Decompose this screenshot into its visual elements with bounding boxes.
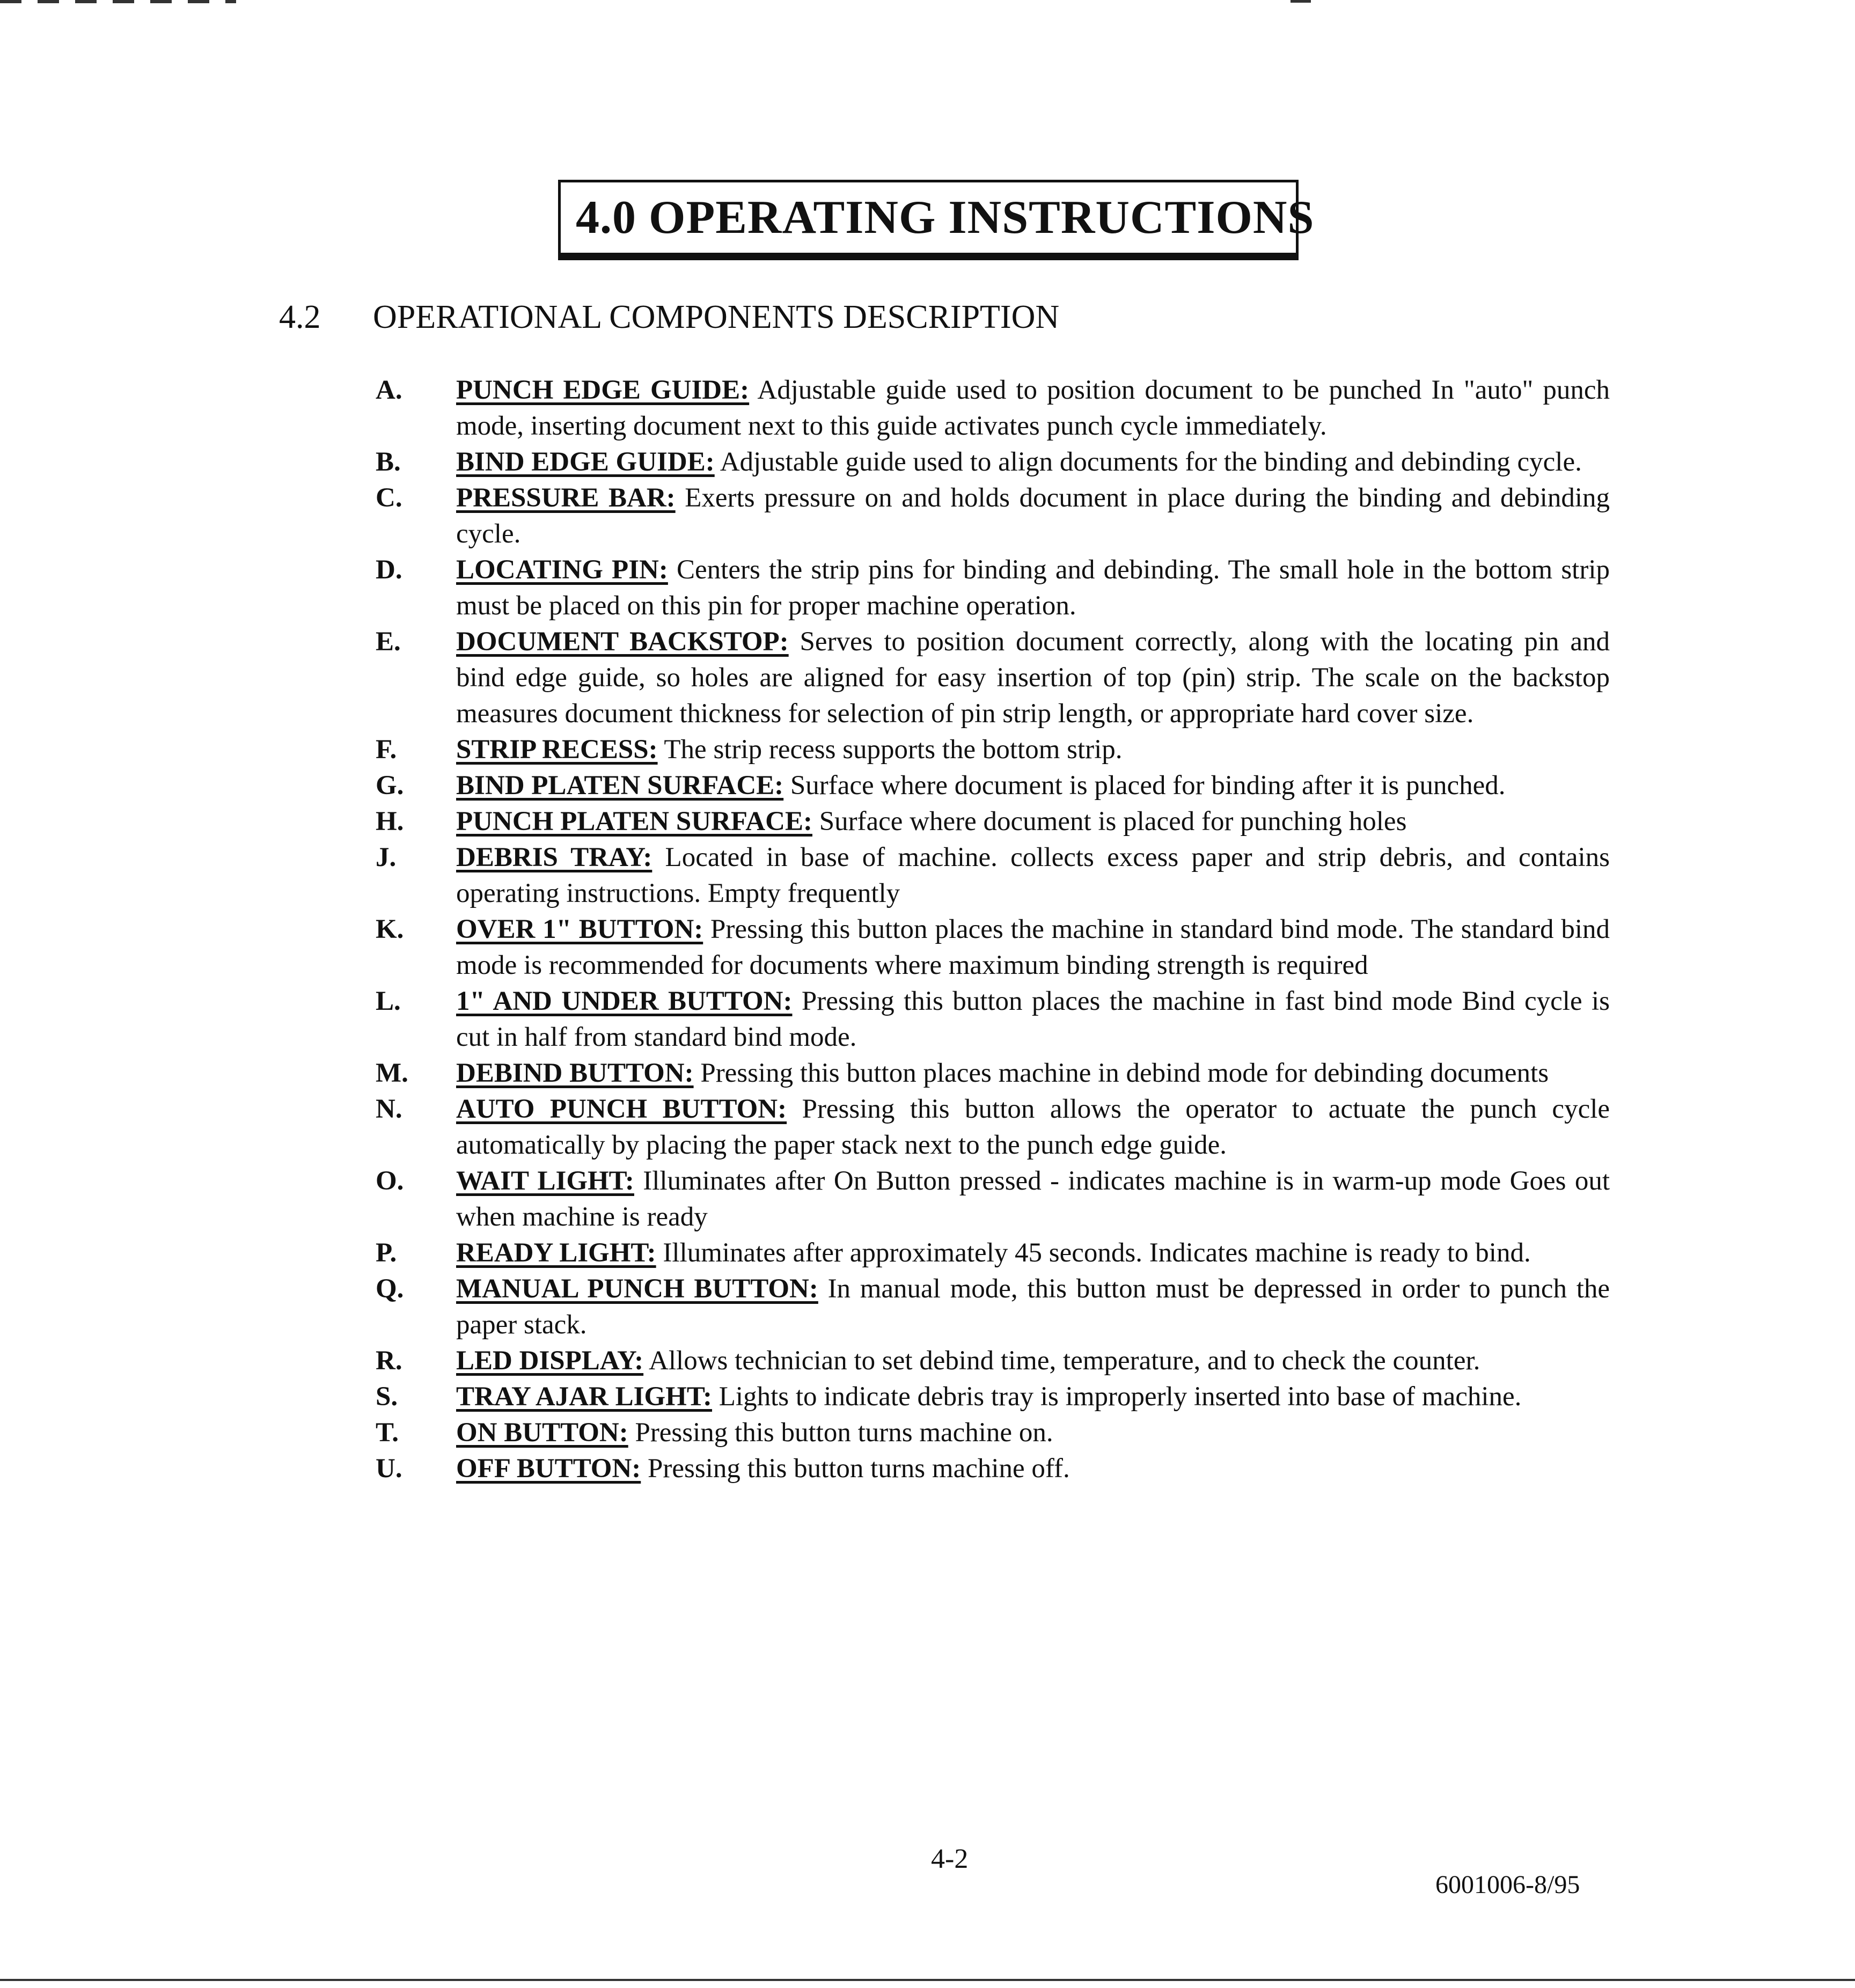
component-list [376, 372, 1610, 1487]
item-term: DEBIND BUTTON: [456, 1058, 694, 1088]
item-term: OVER 1" BUTTON: [456, 914, 703, 944]
item-letter: K. [376, 914, 404, 944]
item-term: READY LIGHT: [456, 1238, 656, 1268]
component-item [376, 1343, 1610, 1379]
page-number: 4-2 [931, 1844, 969, 1874]
component-item [376, 1055, 1610, 1091]
item-term: LED DISPLAY: [456, 1346, 644, 1376]
item-body [456, 804, 1610, 840]
component-item [376, 480, 1610, 552]
document-code: 6001006-8/95 [1435, 1870, 1580, 1899]
item-term: WAIT LIGHT: [456, 1166, 634, 1196]
item-description: Centers the strip pins for binding and debinding. The small hole in the bottom strip must be placed on this pin for proper machine operation. [456, 555, 1610, 621]
item-term: STRIP RECESS: [456, 735, 658, 765]
item-body [456, 444, 1610, 480]
item-description: Surface where document is placed for binding after it is punched. [790, 771, 1506, 801]
item-description: In manual mode, this button must be depressed in order to punch the paper stack. [456, 1274, 1610, 1340]
item-body [456, 1055, 1610, 1091]
item-body [456, 840, 1610, 912]
item-letter: P. [376, 1238, 397, 1268]
section-title: OPERATIONAL COMPONENTS DESCRIPTION [373, 299, 1060, 335]
component-item [376, 840, 1610, 912]
item-body [456, 912, 1610, 984]
item-letter: D. [376, 555, 402, 585]
component-item [376, 768, 1610, 804]
item-description: Adjustable guide used to align documents for the binding and debinding cycle. [720, 447, 1582, 477]
item-body [456, 1163, 1610, 1235]
item-letter: N. [376, 1094, 402, 1124]
scan-mark-top-center [1291, 0, 1311, 3]
component-item [376, 1271, 1610, 1343]
item-term: MANUAL PUNCH BUTTON: [456, 1274, 818, 1304]
item-term: BIND PLATEN SURFACE: [456, 771, 784, 801]
item-body [456, 1451, 1610, 1487]
item-term: AUTO PUNCH BUTTON: [456, 1094, 787, 1124]
item-term: 1" AND UNDER BUTTON: [456, 986, 793, 1016]
component-item [376, 804, 1610, 840]
component-item [376, 624, 1610, 732]
item-body [456, 1343, 1610, 1379]
item-letter: H. [376, 806, 404, 837]
item-letter: Q. [376, 1274, 404, 1304]
item-letter: L. [376, 986, 401, 1016]
item-letter: T. [376, 1418, 399, 1448]
item-term: PUNCH EDGE GUIDE: [456, 375, 750, 405]
item-letter: F. [376, 735, 397, 765]
item-letter: C. [376, 483, 402, 513]
item-letter: R. [376, 1346, 402, 1376]
item-term: LOCATING PIN: [456, 555, 668, 585]
item-body [456, 1271, 1610, 1343]
item-description: Lights to indicate debris tray is improperly inserted into base of machine. [718, 1382, 1522, 1412]
item-term: BIND EDGE GUIDE: [456, 447, 715, 477]
scan-mark-top-left [0, 0, 236, 3]
component-item [376, 984, 1610, 1055]
item-description: Pressing this button allows the operator to actuate the punch cycle automatically by placing the paper stack next to the punch edge guide. [456, 1094, 1610, 1160]
component-item [376, 1235, 1610, 1271]
item-description: Pressing this button places machine in debind mode for debinding documents [700, 1058, 1549, 1088]
item-description: Pressing this button places the machine in fast bind mode Bind cycle is cut in half from standard bind mode. [456, 986, 1610, 1052]
item-letter: M. [376, 1058, 408, 1088]
item-letter: B. [376, 447, 401, 477]
bottom-rule [0, 1979, 1855, 1981]
item-letter: S. [376, 1382, 398, 1412]
item-body [456, 1415, 1610, 1451]
component-item [376, 1415, 1610, 1451]
item-term: DEBRIS TRAY: [456, 842, 652, 872]
component-item [376, 1091, 1610, 1163]
item-description: Exerts pressure on and holds document in place during the binding and debinding cycle. [456, 483, 1610, 549]
item-letter: A. [376, 375, 402, 405]
item-body [456, 732, 1610, 768]
item-letter: E. [376, 627, 401, 657]
item-description: Pressing this button turns machine off. [648, 1454, 1070, 1484]
item-body [456, 1379, 1610, 1415]
component-item [376, 1379, 1610, 1415]
item-term: TRAY AJAR LIGHT: [456, 1382, 713, 1412]
item-description: Surface where document is placed for punching holes [819, 806, 1407, 837]
item-body [456, 372, 1610, 444]
item-body [456, 624, 1610, 732]
item-term: PUNCH PLATEN SURFACE: [456, 806, 812, 837]
component-item [376, 1451, 1610, 1487]
item-body [456, 480, 1610, 552]
item-description: Located in base of machine. collects excess paper and strip debris, and contains operating instructions. Empty frequently [456, 842, 1610, 908]
item-description: Adjustable guide used to position document to be punched In "auto" punch mode, inserting document next to this guide activates punch cycle immediately. [456, 375, 1610, 441]
chapter-title: 4.0 OPERATING INSTRUCTIONS [576, 192, 1315, 244]
section-heading [279, 298, 1059, 336]
component-item [376, 732, 1610, 768]
item-body [456, 1235, 1610, 1271]
item-letter: O. [376, 1166, 404, 1196]
section-number: 4.2 [279, 299, 321, 335]
item-description: Pressing this button places the machine in standard bind mode. The standard bind mode is recommended for documents where maximum binding strength is required [456, 914, 1610, 980]
item-term: ON BUTTON: [456, 1418, 628, 1448]
component-item [376, 444, 1610, 480]
item-description: Illuminates after On Button pressed - indicates machine is in warm-up mode Goes out when machine is ready [456, 1166, 1610, 1232]
chapter-title-box [558, 180, 1315, 260]
item-body [456, 768, 1610, 804]
item-letter: G. [376, 771, 404, 801]
item-description: Serves to position document correctly, along with the locating pin and bind edge guide, so holes are aligned for easy insertion of top (pin) strip. The scale on the backstop measures document thickness for selection of pin strip length, or appropriate hard cover size. [456, 627, 1610, 729]
component-item [376, 552, 1610, 624]
item-description: Pressing this button turns machine on. [635, 1418, 1053, 1448]
item-term: OFF BUTTON: [456, 1454, 641, 1484]
component-item [376, 1163, 1610, 1235]
item-description: The strip recess supports the bottom strip. [664, 735, 1123, 765]
item-term: PRESSURE BAR: [456, 483, 676, 513]
item-letter: U. [376, 1454, 402, 1484]
item-body [456, 1091, 1610, 1163]
component-item [376, 912, 1610, 984]
item-body [456, 552, 1610, 624]
item-body [456, 984, 1610, 1055]
item-description: Allows technician to set debind time, temperature, and to check the counter. [649, 1346, 1480, 1376]
component-item [376, 372, 1610, 444]
item-letter: J. [376, 842, 397, 872]
item-description: Illuminates after approximately 45 seconds. Indicates machine is ready to bind. [663, 1238, 1531, 1268]
item-term: DOCUMENT BACKSTOP: [456, 627, 789, 657]
